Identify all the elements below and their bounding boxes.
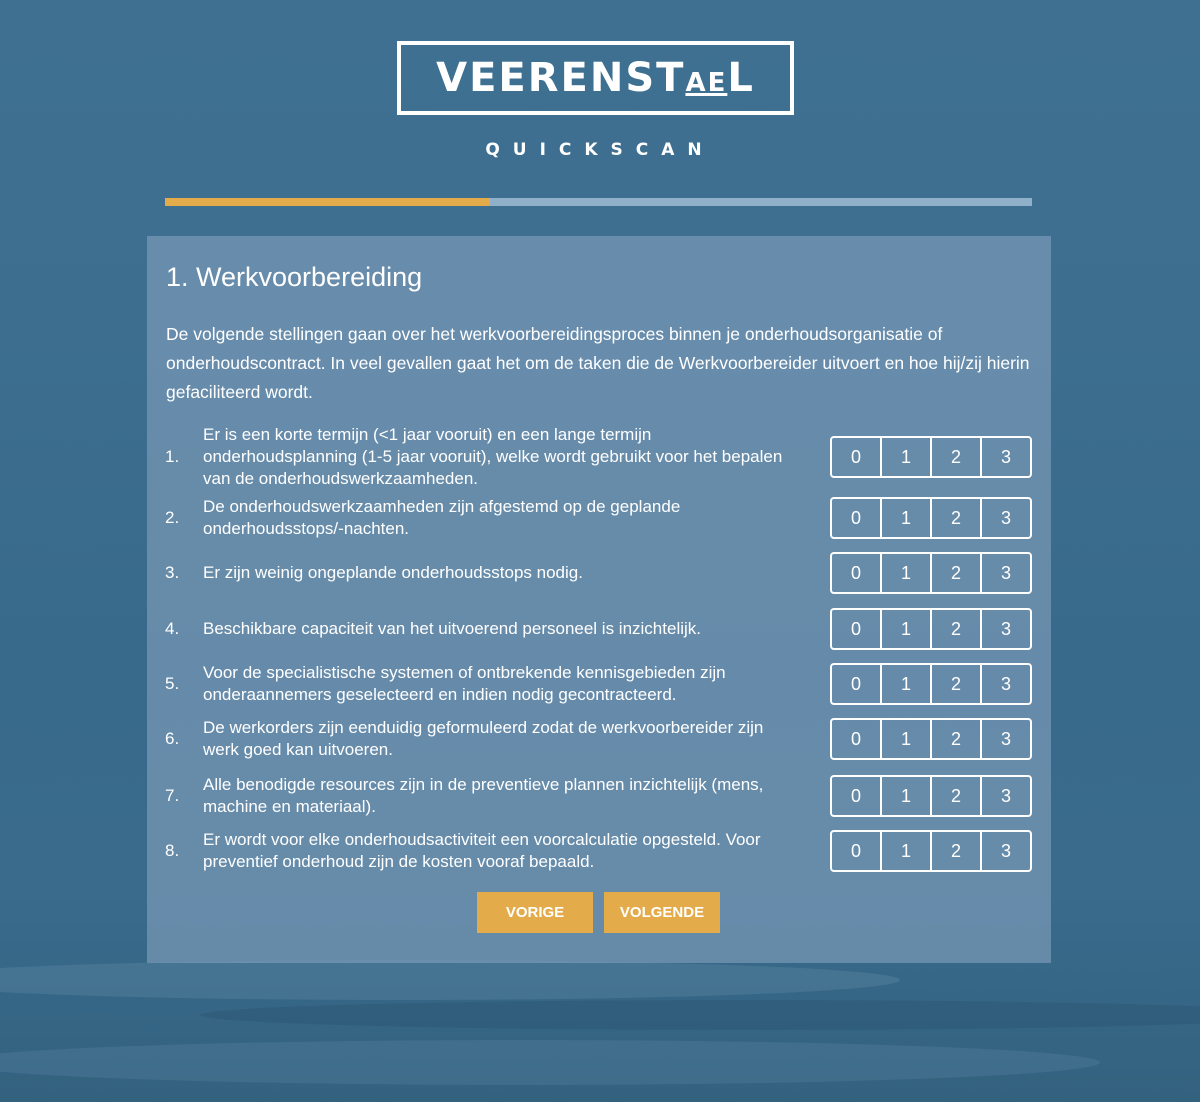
progress-bar bbox=[165, 198, 1032, 206]
question-row bbox=[147, 659, 1051, 709]
question-row bbox=[147, 826, 1051, 876]
rating-option-3[interactable]: 3 bbox=[980, 438, 1030, 476]
rating-option-1[interactable]: 1 bbox=[880, 554, 930, 592]
rating-scale bbox=[830, 552, 1032, 594]
rating-option-0[interactable]: 0 bbox=[850, 562, 861, 583]
rating-option-2[interactable]: 2 bbox=[930, 777, 980, 815]
question-text: Er is een korte termijn (<1 jaar vooruit) en een lange termijn onderhoudsplanning (1-5 jaar vooruit), welke wordt gebruikt voor het bepalen van de onderhoudswerkzaamheden. bbox=[203, 425, 783, 488]
rating-option-0[interactable]: 0 bbox=[850, 785, 861, 806]
rating-option-0[interactable]: 0 bbox=[850, 446, 861, 467]
question-row bbox=[147, 548, 1051, 598]
rating-option-0[interactable]: 0 bbox=[850, 728, 861, 749]
question-row bbox=[147, 714, 1051, 764]
rating-option-3[interactable]: 3 bbox=[980, 499, 1030, 537]
rating-scale bbox=[830, 718, 1032, 760]
logo-text-pre: VEERENST bbox=[436, 55, 686, 101]
question-number: 4. bbox=[165, 619, 180, 638]
question-row bbox=[147, 425, 1051, 488]
rating-option-1[interactable]: 1 bbox=[880, 720, 930, 758]
rating-scale bbox=[830, 663, 1032, 705]
question-number: 1. bbox=[165, 447, 180, 466]
logo-text-ae: AE bbox=[685, 68, 728, 98]
rating-option-2[interactable]: 2 bbox=[930, 720, 980, 758]
rating-scale bbox=[830, 608, 1032, 650]
progress-fill bbox=[165, 198, 490, 206]
rating-option-3[interactable]: 3 bbox=[980, 777, 1030, 815]
rating-scale bbox=[830, 830, 1032, 872]
question-text: Er wordt voor elke onderhoudsactiviteit een voorcalculatie opgesteld. Voor preventief onderhoud zijn de kosten vooraf bepaald. bbox=[203, 830, 761, 871]
section-intro: De volgende stellingen gaan over het werkvoorbereidingsproces binnen je onderhoudsorganisatie of onderhoudscontract. In veel gevallen gaat het om de taken die de Werkvoorbereider uitvoert en hoe hij/zij hierin gefaciliteerd wordt. bbox=[166, 324, 1030, 402]
question-text: Er zijn weinig ongeplande onderhoudsstops nodig. bbox=[203, 563, 583, 582]
question-row bbox=[147, 771, 1051, 821]
question-number: 5. bbox=[165, 674, 180, 693]
rating-option-0[interactable]: 0 bbox=[850, 673, 861, 694]
rating-option-3[interactable]: 3 bbox=[980, 610, 1030, 648]
rating-scale bbox=[830, 497, 1032, 539]
rating-option-0[interactable]: 0 bbox=[850, 618, 861, 639]
question-text: Alle benodigde resources zijn in de preventieve plannen inzichtelijk (mens, machine en materiaal). bbox=[203, 775, 764, 816]
question-card bbox=[147, 236, 1051, 963]
rating-scale bbox=[830, 775, 1032, 817]
brand-subtitle: QUICKSCAN bbox=[485, 140, 715, 160]
logo-text-post: L bbox=[727, 55, 755, 101]
question-text: De werkorders zijn eenduidig geformuleerd zodat de werkvoorbereider zijn werk goed kan uitvoeren. bbox=[203, 718, 764, 759]
rating-option-2[interactable]: 2 bbox=[930, 438, 980, 476]
rating-option-0[interactable]: 0 bbox=[850, 840, 861, 861]
rating-option-3[interactable]: 3 bbox=[980, 554, 1030, 592]
rating-option-3[interactable]: 3 bbox=[980, 665, 1030, 703]
rating-option-1[interactable]: 1 bbox=[880, 438, 930, 476]
question-number: 8. bbox=[165, 841, 180, 860]
rating-option-1[interactable]: 1 bbox=[880, 665, 930, 703]
question-text: Beschikbare capaciteit van het uitvoerend personeel is inzichtelijk. bbox=[203, 619, 701, 638]
rating-option-2[interactable]: 2 bbox=[930, 832, 980, 870]
question-text: De onderhoudswerkzaamheden zijn afgestemd op de geplande onderhoudsstops/-nachten. bbox=[203, 497, 681, 538]
question-number: 2. bbox=[165, 508, 180, 527]
question-number: 7. bbox=[165, 786, 180, 805]
rating-scale bbox=[830, 436, 1032, 478]
rating-option-2[interactable]: 2 bbox=[930, 610, 980, 648]
rating-option-1[interactable]: 1 bbox=[880, 499, 930, 537]
question-number: 6. bbox=[165, 729, 180, 748]
section-title: 1. Werkvoorbereiding bbox=[166, 262, 423, 292]
previous-button[interactable]: VORIGE bbox=[477, 892, 593, 933]
rating-option-2[interactable]: 2 bbox=[930, 499, 980, 537]
logo-text bbox=[436, 55, 755, 101]
rating-option-1[interactable]: 1 bbox=[880, 610, 930, 648]
brand-logo bbox=[397, 41, 794, 115]
rating-option-3[interactable]: 3 bbox=[980, 832, 1030, 870]
rating-option-3[interactable]: 3 bbox=[980, 720, 1030, 758]
rating-option-2[interactable]: 2 bbox=[930, 554, 980, 592]
rating-option-1[interactable]: 1 bbox=[880, 832, 930, 870]
next-button[interactable]: VOLGENDE bbox=[604, 892, 720, 933]
rating-option-0[interactable]: 0 bbox=[850, 507, 861, 528]
question-text: Voor de specialistische systemen of ontbrekende kennisgebieden zijn onderaannemers geselecteerd en indien nodig gecontracteerd. bbox=[203, 663, 726, 704]
question-row bbox=[147, 493, 1051, 543]
rating-option-2[interactable]: 2 bbox=[930, 665, 980, 703]
question-number: 3. bbox=[165, 563, 180, 582]
question-row bbox=[147, 604, 1051, 654]
rating-option-1[interactable]: 1 bbox=[880, 777, 930, 815]
